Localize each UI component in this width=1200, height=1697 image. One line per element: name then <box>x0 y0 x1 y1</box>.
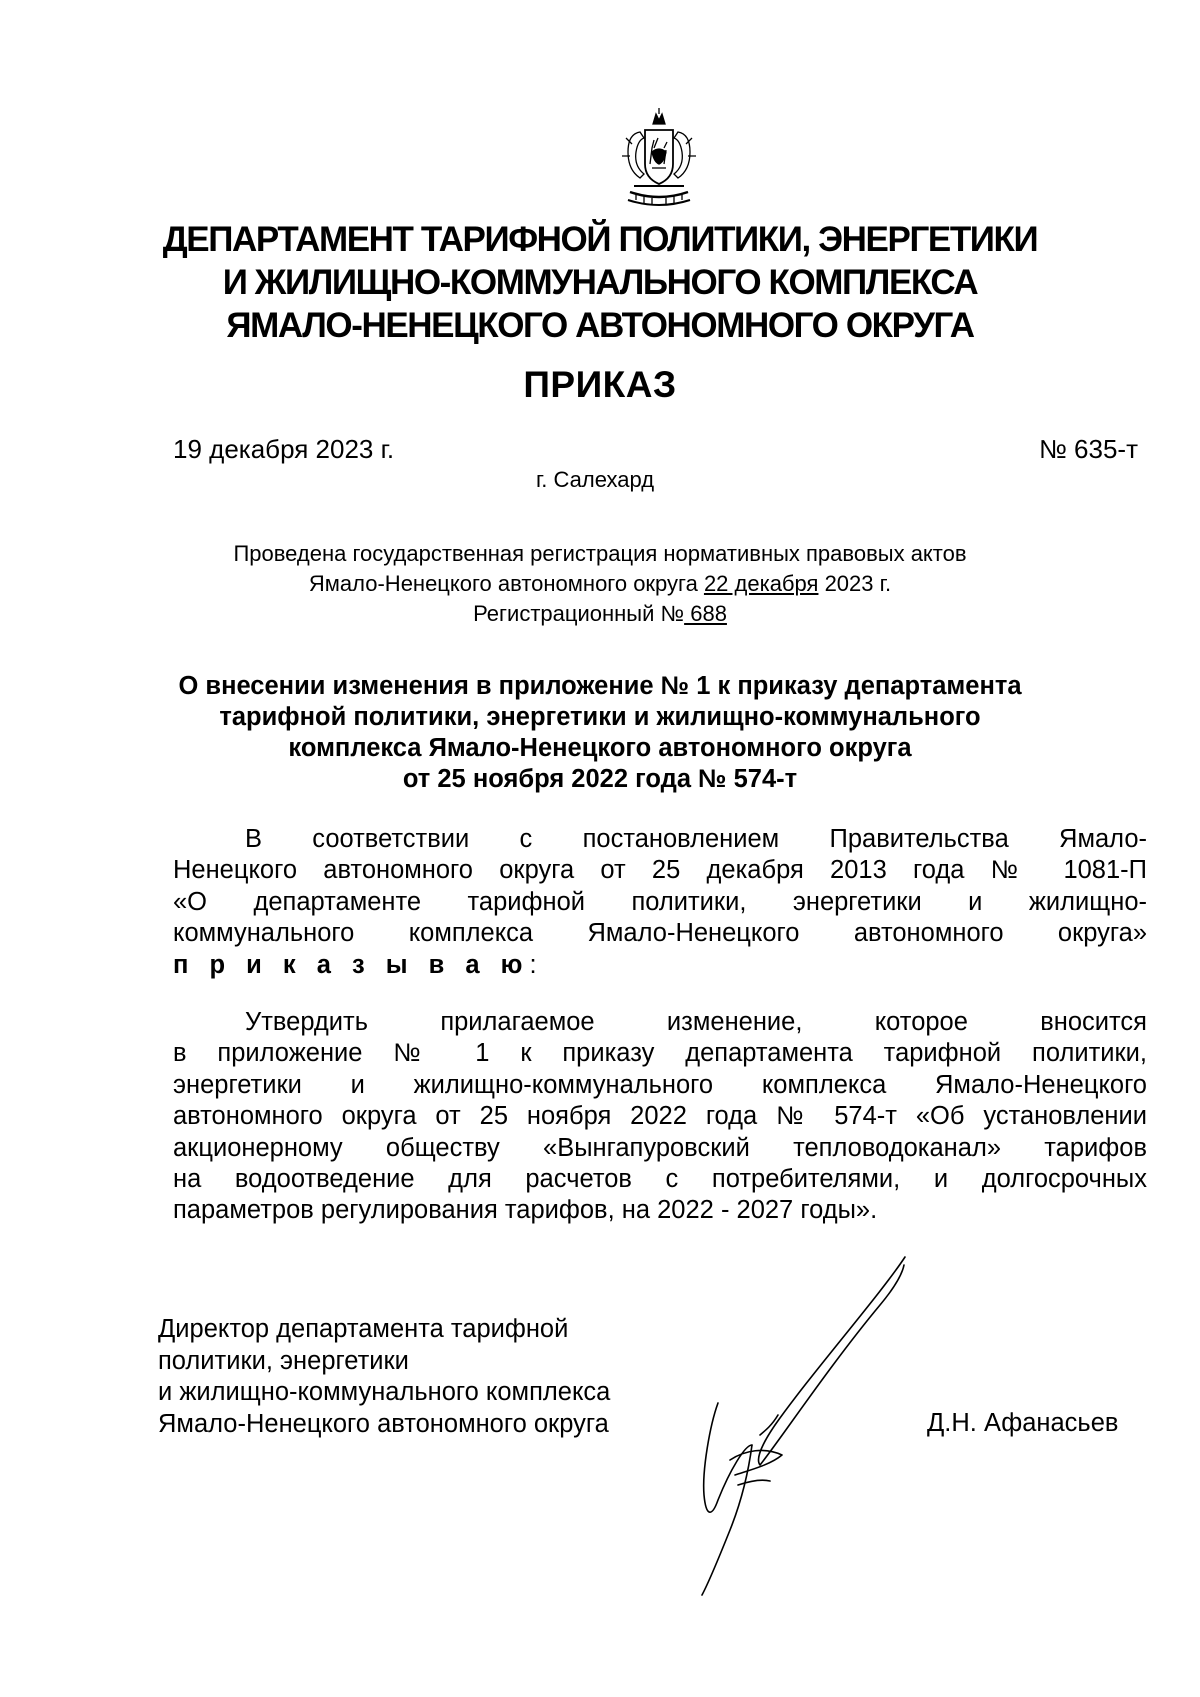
subject-line-1: О внесении изменения в приложение № 1 к приказу департамента <box>178 672 1022 700</box>
handwritten-signature <box>690 1255 940 1600</box>
body-line: акционерному обществу «Вынгапуровский тепловодоканал» тарифов <box>173 1133 1147 1162</box>
registration-number: 688 <box>684 601 727 626</box>
registration-line-3 <box>0 599 1200 629</box>
department-line-3: ЯМАЛО-НЕНЕЦКОГО АВТОНОМНОГО ОКРУГА <box>226 306 974 345</box>
order-city: г. Салехард <box>535 467 655 492</box>
order-date: 19 декабря 2023 г. <box>173 434 395 464</box>
body-line: параметров регулирования тарифов, на 2022 - 2027 годы». <box>173 1196 878 1225</box>
order-number: № 635-т <box>1038 434 1138 464</box>
registration-line-2 <box>0 569 1200 599</box>
position-line-3: и жилищно-коммунального комплекса <box>158 1378 611 1406</box>
preamble-line: Ненецкого автономного округа от 25 декабря 2013 года № 1081-П <box>173 856 1147 885</box>
body-line: в приложение № 1 к приказу департамента тарифной политики, <box>173 1039 1147 1068</box>
preamble-paragraph <box>173 824 1147 981</box>
body-line: энергетики и жилищно-коммунального комплекса Ямало-Ненецкого <box>173 1070 1147 1099</box>
yamal-coat-of-arms-icon <box>620 108 698 216</box>
registration-label: Регистрационный № <box>473 601 685 626</box>
subject-line-3: комплекса Ямало-Ненецкого автономного округа <box>288 734 912 762</box>
signatory-position <box>158 1314 610 1440</box>
order-word: п р и к а з ы в а ю <box>173 950 530 979</box>
body-paragraph <box>173 1007 1147 1227</box>
registration-note <box>0 539 1200 629</box>
registration-region: Ямало-Ненецкого автономного округа <box>308 571 704 596</box>
position-line-4: Ямало-Ненецкого автономного округа <box>158 1409 609 1438</box>
department-name <box>0 218 1200 347</box>
order-word-line <box>173 950 1147 981</box>
body-line: Утвердить прилагаемое изменение, которое вносится <box>245 1008 1147 1036</box>
preamble-line: «О департаменте тарифной политики, энергетики и жилищно- <box>173 887 1147 916</box>
department-line-2: И ЖИЛИЩНО-КОММУНАЛЬНОГО КОМПЛЕКСА <box>222 263 978 302</box>
position-line-1: Директор департамента тарифной <box>158 1315 569 1343</box>
department-line-1: ДЕПАРТАМЕНТ ТАРИФНОЙ ПОЛИТИКИ, ЭНЕРГЕТИКИ <box>162 220 1038 259</box>
signatory-name: Д.Н. Афанасьев <box>927 1409 1119 1437</box>
subject-line-2: тарифной политики, энергетики и жилищно-коммунального <box>219 703 981 731</box>
preamble-line: В соответствии с постановлением Правительства Ямало- <box>245 825 1147 853</box>
order-word-punct: : <box>529 950 537 979</box>
registration-date: 22 декабря <box>703 571 819 596</box>
position-line-2: политики, энергетики <box>158 1346 409 1375</box>
registration-line-1: Проведена государственная регистрация нормативных правовых актов <box>233 541 967 566</box>
registration-year: 2023 г. <box>818 571 892 596</box>
document-type: ПРИКАЗ <box>523 364 677 405</box>
body-line: на водоотведение для расчетов с потребителями, и долгосрочных <box>173 1165 1147 1194</box>
order-subject <box>0 671 1200 795</box>
subject-line-4: от 25 ноября 2022 года № 574-т <box>402 765 798 793</box>
preamble-line: коммунального комплекса Ямало-Ненецкого автономного округа» <box>173 919 1147 948</box>
body-line: автономного округа от 25 ноября 2022 года № 574-т «Об установлении <box>173 1102 1147 1131</box>
